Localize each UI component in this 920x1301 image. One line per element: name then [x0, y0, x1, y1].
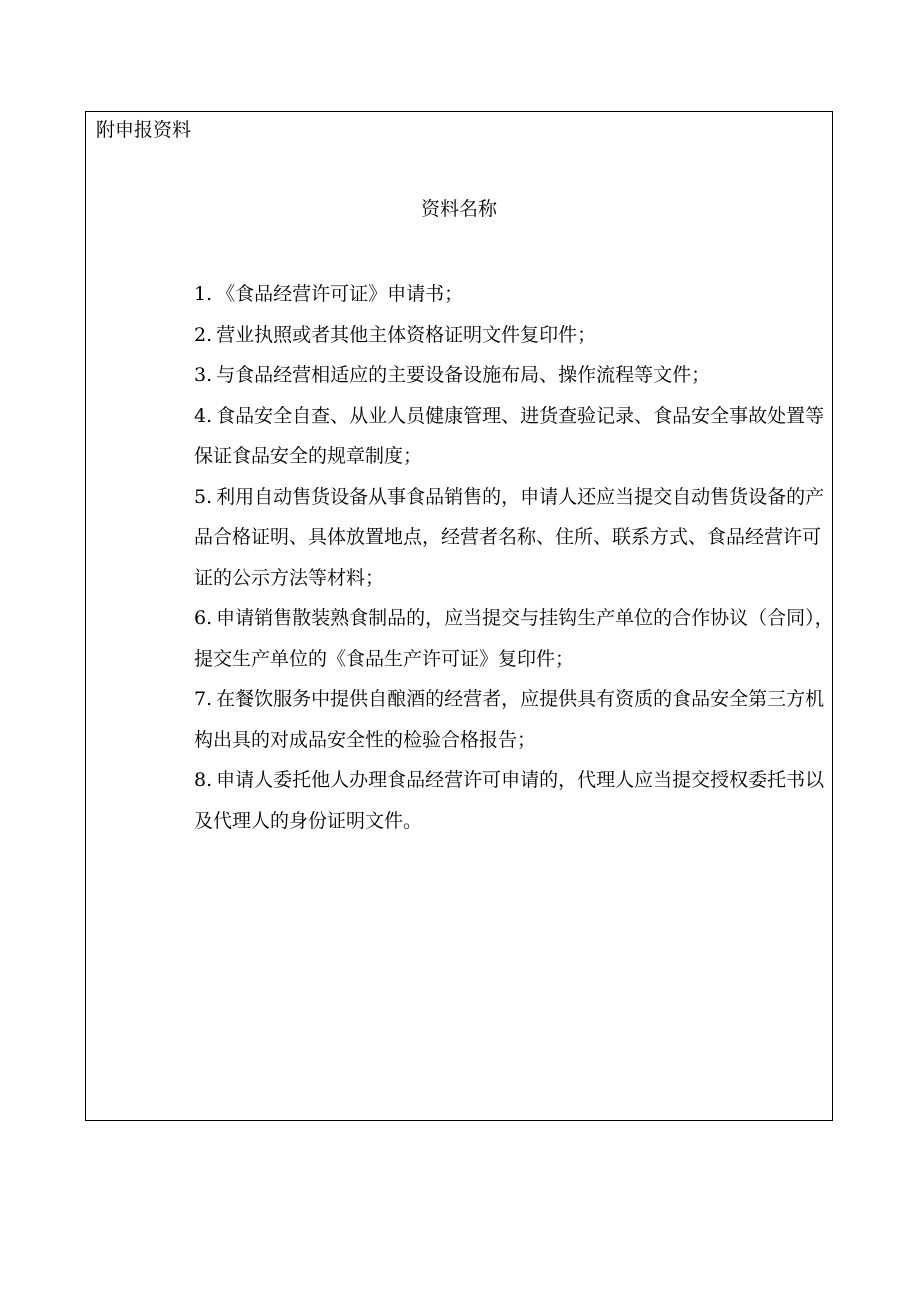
item-text: 与食品经营相适应的主要设备设施布局、操作流程等文件； [216, 364, 711, 386]
list-item [194, 396, 834, 477]
list-item [194, 477, 834, 599]
materials-list [194, 274, 834, 841]
list-title: 资料名称 [420, 198, 497, 220]
item-number: 5. [194, 485, 213, 508]
item-number: 3. [194, 364, 213, 386]
item-text: 营业执照或者其他主体资格证明文件复印件； [216, 323, 597, 346]
item-number: 4. [194, 404, 213, 427]
item-text: 申请销售散装熟食制品的，应当提交与挂钩生产单位的合作协议（合同），提交生产单位的《食品生产许可证》复印件； [194, 607, 834, 670]
list-item [194, 274, 834, 315]
list-item [194, 679, 834, 760]
list-item [194, 760, 834, 841]
item-number: 8. [194, 769, 213, 791]
item-number: 2. [194, 323, 213, 346]
list-item [194, 315, 834, 356]
section-heading: 附申报资料 [96, 119, 192, 141]
item-number: 6. [194, 607, 213, 629]
item-text: 食品安全自查、从业人员健康管理、进货查验记录、食品安全事故处置等保证食品安全的规章制度； [194, 404, 825, 467]
item-number: 1. [194, 283, 213, 305]
list-item [194, 355, 834, 396]
item-text: 申请人委托他人办理食品经营许可申请的，代理人应当提交授权委托书以及代理人的身份证明文件。 [194, 769, 825, 832]
item-text: 《食品经营许可证》申请书； [216, 283, 464, 305]
item-number: 7. [194, 688, 213, 710]
item-text: 利用自动售货设备从事食品销售的，申请人还应当提交自动售货设备的产品合格证明、具体放置地点，经营者名称、住所、联系方式、食品经营许可证的公示方法等材料； [194, 485, 825, 589]
list-item [194, 598, 834, 679]
item-text: 在餐饮服务中提供自酿酒的经营者，应提供具有资质的食品安全第三方机构出具的对成品安全性的检验合格报告； [194, 688, 825, 751]
application-materials-box [85, 111, 833, 1121]
